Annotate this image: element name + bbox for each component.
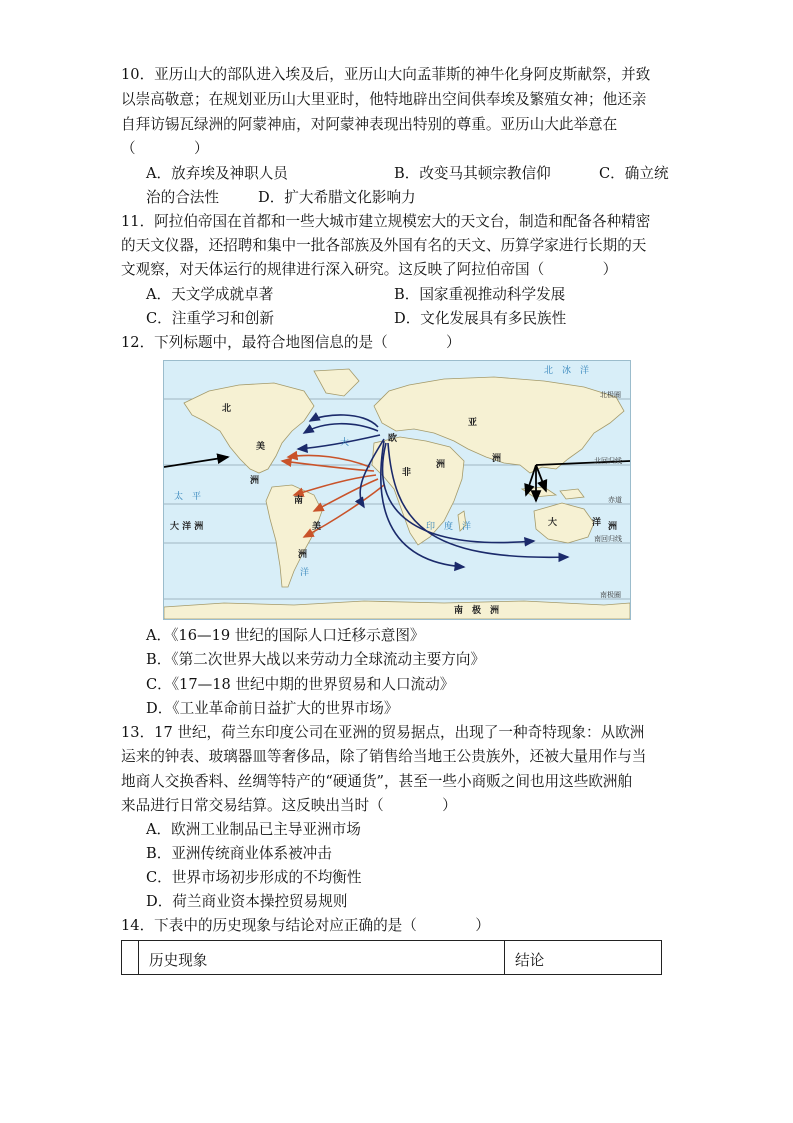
q11-line3: 文观察，对天体运行的规律进行深入研究。这反映了阿拉伯帝国（ ）	[121, 261, 618, 278]
q12-stem: 12．下列标题中，最符合地图信息的是（ ）	[121, 334, 461, 351]
continents	[164, 369, 630, 619]
label-arctic: 北 冰 洋	[544, 366, 590, 376]
q11-option-d: D．文化发展具有多民族性	[394, 310, 567, 327]
label-oceania: 大	[548, 518, 558, 528]
q10-option-a: A．放弃埃及神职人员	[146, 165, 288, 182]
q10-option-d: D．扩大希腊文化影响力	[258, 189, 416, 206]
q10-option-c-cont: 治的合法性	[146, 189, 219, 206]
label-pacific: 太 平	[174, 492, 202, 502]
label-equator: 赤道	[608, 496, 622, 504]
label-asia: 亚	[468, 418, 478, 428]
label-africa: 非	[402, 468, 412, 478]
table-header-phenomenon: 历史现象	[139, 941, 505, 975]
q11-line2: 的天文仪器，还招聘和集中一批各部族及外国有名的天文、历算学家进行长期的天	[121, 237, 647, 254]
label-oceania3: 洲	[608, 522, 618, 532]
q11-option-b: B．国家重视推动科学发展	[394, 286, 566, 303]
q11-line1: 11．阿拉伯帝国在首都和一些大城市建立规模宏大的天文台，制造和配备各种精密	[121, 213, 651, 230]
q10-line1: 10．亚历山大的部队进入埃及后，亚历山大向孟菲斯的神牛化身阿皮斯献祭，并致	[121, 66, 651, 83]
q10-line3: 自拜访锡瓦绿洲的阿蒙神庙，对阿蒙神表现出特别的尊重。亚历山大此举意在	[121, 116, 618, 133]
label-north: 北	[222, 404, 232, 414]
q12-option-c: C．《17—18 世纪中期的世界贸易和人口流动》	[146, 676, 455, 693]
label-africa2: 洲	[436, 460, 446, 470]
table-header-conclusion: 结论	[505, 941, 662, 975]
label-tropic-capricorn: 南回归线	[594, 535, 622, 543]
q13-option-a: A．欧洲工业制品已主导亚洲市场	[146, 821, 361, 838]
q13-option-b: B．亚洲传统商业体系被冲击	[146, 845, 332, 862]
q12-option-d: D．《工业革命前日益扩大的世界市场》	[146, 700, 399, 717]
q13-line1: 13．17 世纪，荷兰东印度公司在亚洲的贸易据点，出现了一种奇特现象：从欧洲	[121, 724, 645, 741]
label-arctic-circle: 北极圈	[600, 391, 621, 399]
q10-blank: （ ）	[121, 140, 209, 157]
label-america-n2: 洲	[250, 476, 260, 486]
table-cell-index	[122, 941, 139, 975]
q14-stem: 14．下表中的历史现象与结论对应正确的是（ ）	[121, 917, 490, 934]
australia-shape	[534, 503, 594, 543]
q12-option-a: A．《16—19 世纪的国际人口迁移示意图》	[146, 627, 425, 644]
greenland-shape	[314, 369, 359, 396]
label-america-n: 美	[256, 442, 266, 452]
label-antarctica: 南 极 洲	[454, 606, 500, 616]
label-america-s: 美	[312, 522, 322, 532]
label-atlantic: 大	[340, 438, 350, 448]
q13-line4: 来品进行日常交易结算。这反映出当时（ ）	[121, 797, 457, 814]
table-row	[122, 941, 662, 975]
q10-option-b: B．改变马其顿宗教信仰	[394, 165, 551, 182]
q14-table	[121, 940, 662, 975]
q11-option-c: C．注重学习和创新	[146, 310, 274, 327]
label-south: 南	[294, 496, 304, 506]
q13-option-c: C．世界市场初步形成的不均衡性	[146, 869, 362, 886]
label-europe: 欧	[388, 434, 398, 444]
label-tropic-cancer: 北回归线	[594, 457, 622, 465]
label-oceania-left: 大 洋 洲	[170, 522, 204, 532]
label-pacific2: 洋	[300, 568, 310, 578]
q13-line2: 运来的钟表、玻璃器皿等奢侈品，除了销售给当地王公贵族外，还被大量用作与当	[121, 748, 647, 765]
q13-option-d: D．荷兰商业资本操控贸易规则	[146, 893, 348, 910]
q12-option-b: B．《第二次世界大战以来劳动力全球流动主要方向》	[146, 651, 486, 668]
label-indian: 印 度 洋	[426, 522, 472, 532]
q10-option-c: C．确立统	[599, 165, 669, 182]
q13-line3: 地商人交换香料、丝绸等特产的“硬通货”，甚至一些小商贩之间也用这些欧洲舶	[121, 773, 633, 790]
label-asia2: 洲	[492, 454, 502, 464]
label-america-s2: 洲	[298, 550, 308, 560]
label-antarctic-circle: 南极圈	[600, 591, 621, 599]
world-map	[163, 360, 631, 620]
north-america-shape	[184, 383, 314, 473]
q10-line2: 以崇高敬意；在规划亚历山大里亚时，他特地辟出空间供奉埃及繁殖女神；他还亲	[121, 91, 647, 108]
label-oceania2: 洋	[592, 518, 602, 528]
antarctica-shape	[164, 601, 630, 619]
q11-option-a: A．天文学成就卓著	[146, 286, 274, 303]
